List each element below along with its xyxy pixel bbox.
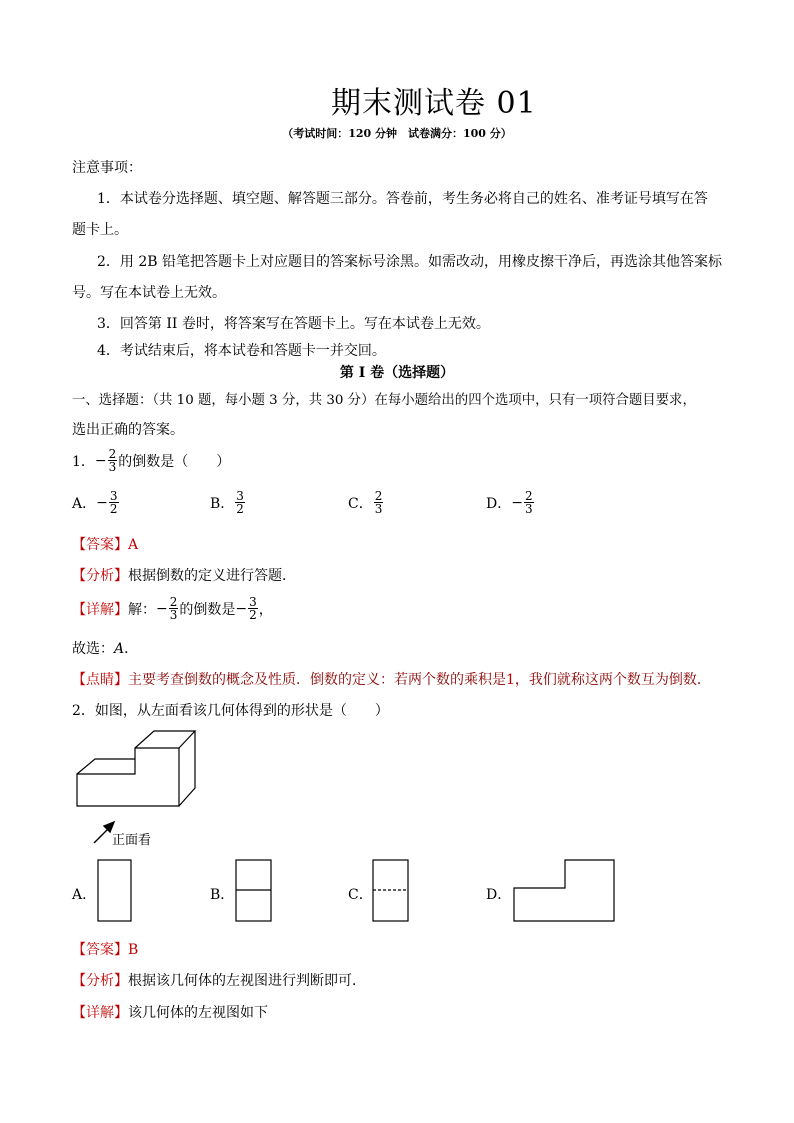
- q2-option-c[interactable]: C．: [348, 887, 373, 903]
- q1-comment: 【点睛】主要考查倒数的概念及性质．倒数的定义：若两个数的乘积是1，我们就称这两个数互为倒数．: [72, 672, 711, 688]
- q2-option-d[interactable]: D．: [486, 887, 512, 903]
- section-heading: 第 I 卷（选择题）: [339, 365, 455, 381]
- q1-option-d[interactable]: D． − $\frac{2}{3}$: [486, 489, 533, 516]
- q2-option-a[interactable]: A．: [72, 887, 97, 903]
- front-view-label: 正面看: [112, 833, 152, 848]
- answer-tag: 【答案】: [72, 942, 128, 958]
- tall-block-top: [135, 731, 195, 748]
- analysis-text: 根据倒数的定义进行答题．: [128, 568, 296, 584]
- analysis-text: 根据该几何体的左视图进行判断即可．: [128, 973, 366, 989]
- analysis-tag: 【分析】: [72, 973, 128, 989]
- right-side: [179, 731, 195, 806]
- notice-item-1: 1．本试卷分选择题、填空题、解答题三部分。答卷前，考生务必将自己的姓名、准考证号填写在答: [97, 191, 708, 207]
- section-intro: 一、选择题：（共 10 题，每小题 3 分，共 30 分）在每小题给出的四个选项中，只有一项符合题目要求，: [72, 393, 696, 408]
- q2-shape-d: [514, 860, 614, 921]
- q2-detail: [72, 1002, 268, 1022]
- notice-item-2: 2．用 2B 铅笔把答题卡上对应题目的答案标号涂黑。如需改动，用橡皮擦干净后，再选涂其他答案标: [97, 254, 723, 270]
- detail-tag: 【详解】: [72, 601, 128, 618]
- detail-tag: 【详解】: [72, 1005, 128, 1021]
- q1-choose: 故选：A．: [72, 641, 139, 657]
- page-title: 期末测试卷 01: [331, 86, 537, 121]
- analysis-tag: 【分析】: [72, 568, 128, 584]
- q2-shape-a: [98, 860, 131, 921]
- notice-item-2-cont: 号。写在本试卷上无效。: [72, 285, 226, 301]
- front-face: [77, 748, 179, 806]
- q2-shape-b: [236, 860, 271, 921]
- low-step-top: [77, 759, 135, 774]
- comment-tag: 【点睛】: [72, 672, 128, 688]
- notice-item-3: 3．回答第 II 卷时，将答案写在答题卡上。写在本试卷上无效。: [97, 316, 490, 332]
- q1-fraction: $\frac{2}{3}$: [108, 447, 117, 474]
- answer-value: A: [128, 537, 139, 553]
- q1-option-c[interactable]: C． $\frac{2}{3}$: [348, 489, 383, 516]
- answer-value: B: [128, 942, 139, 958]
- q2-shape-c: [373, 860, 408, 921]
- exam-info: （考试时间：120 分钟 试卷满分：100 分）: [282, 127, 512, 140]
- q2-option-b[interactable]: B．: [210, 887, 235, 903]
- detail-text: 该几何体的左视图如下: [128, 1005, 268, 1021]
- answer-tag: 【答案】: [72, 537, 128, 553]
- q1-stem-tail: 的倒数是（ ）: [118, 453, 231, 470]
- section-intro-cont: 选出正确的答案。: [72, 422, 184, 438]
- q2-stem: 2．如图，从左面看该几何体得到的形状是（ ）: [72, 703, 389, 719]
- notice-item-4: 4．考试结束后，将本试卷和答题卡一并交回。: [97, 343, 386, 359]
- q2-analysis: [72, 970, 366, 990]
- q2-answer: [72, 939, 138, 959]
- q1-option-a[interactable]: A． − $\frac{3}{2}$: [72, 489, 118, 516]
- q1-detail: 【详解】 解： − $\frac{2}{3}$ 的倒数是 − $\frac{3}{2}$ ，: [72, 595, 273, 622]
- q1-option-b[interactable]: B． $\frac{3}{2}$: [210, 489, 244, 516]
- q1-stem: 1． − $\frac{2}{3}$ 的倒数是（ ）: [72, 447, 231, 474]
- notice-heading: 注意事项：: [72, 160, 142, 176]
- q1-number: 1．: [72, 453, 95, 470]
- notice-item-1-cont: 题卡上。: [72, 222, 128, 238]
